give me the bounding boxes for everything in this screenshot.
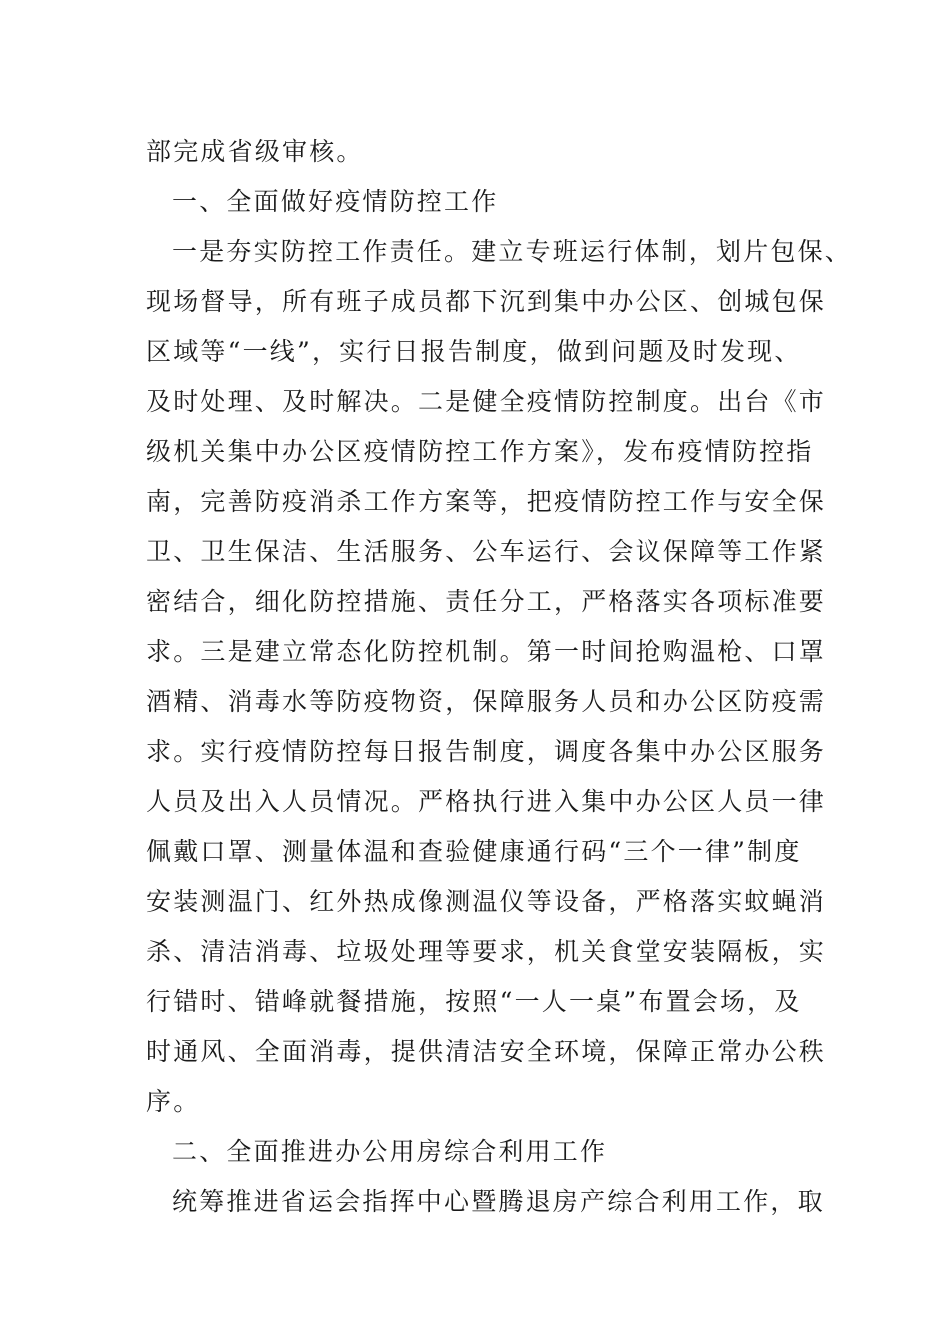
section-heading-1: 一、全面做好疫情防控工作 [172,187,499,216]
text-line: 南，完善防疫消杀工作方案等，把疫情防控工作与安全保 [146,487,827,516]
text-line: 现场督导，所有班子成员都下沉到集中办公区、创城包保 [146,287,827,316]
text-line: 时通风、全面消毒，提供清洁安全环境，保障正常办公秩 [146,1037,827,1066]
text-line: 杀、清洁消毒、垃圾处理等要求，机关食堂安装隔板，实 [146,937,827,966]
text-line: 密结合，细化防控措施、责任分工，严格落实各项标准要 [146,587,827,616]
text-line: 求。三是建立常态化防控机制。第一时间抢购温枪、口罩 [146,637,827,666]
text-line: 序。 [146,1087,201,1116]
paragraph-first-line: 一是夯实防控工作责任。建立专班运行体制，划片包保、 [172,237,853,266]
text-line: 及时处理、及时解决。二是健全疫情防控制度。出台《市 [146,387,827,416]
text-line: 区域等“一线”，实行日报告制度，做到问题及时发现、 [146,337,802,366]
text-line: 酒精、消毒水等防疫物资，保障服务人员和办公区防疫需 [146,687,827,716]
section-heading-2: 二、全面推进办公用房综合利用工作 [172,1137,608,1166]
text-line: 部完成省级审核。 [146,137,364,166]
text-line: 佩戴口罩、测量体温和查验健康通行码“三个一律”制度 [146,837,802,866]
paragraph-first-line: 统筹推进省运会指挥中心暨腾退房产综合利用工作，取 [172,1187,825,1216]
text-line: 卫、卫生保洁、生活服务、公车运行、会议保障等工作紧 [146,537,827,566]
text-line: 人员及出入人员情况。严格执行进入集中办公区人员一律 [146,787,827,816]
text-line: 级机关集中办公区疫情防控工作方案》，发布疫情防控指 [146,437,814,466]
text-line: 行错时、错峰就餐措施，按照“一人一桌”布置会场，及 [146,987,802,1016]
text-line: 安装测温门、红外热成像测温仪等设备，严格落实蚊蝇消 [146,887,827,916]
text-line: 求。实行疫情防控每日报告制度，调度各集中办公区服务 [146,737,827,766]
